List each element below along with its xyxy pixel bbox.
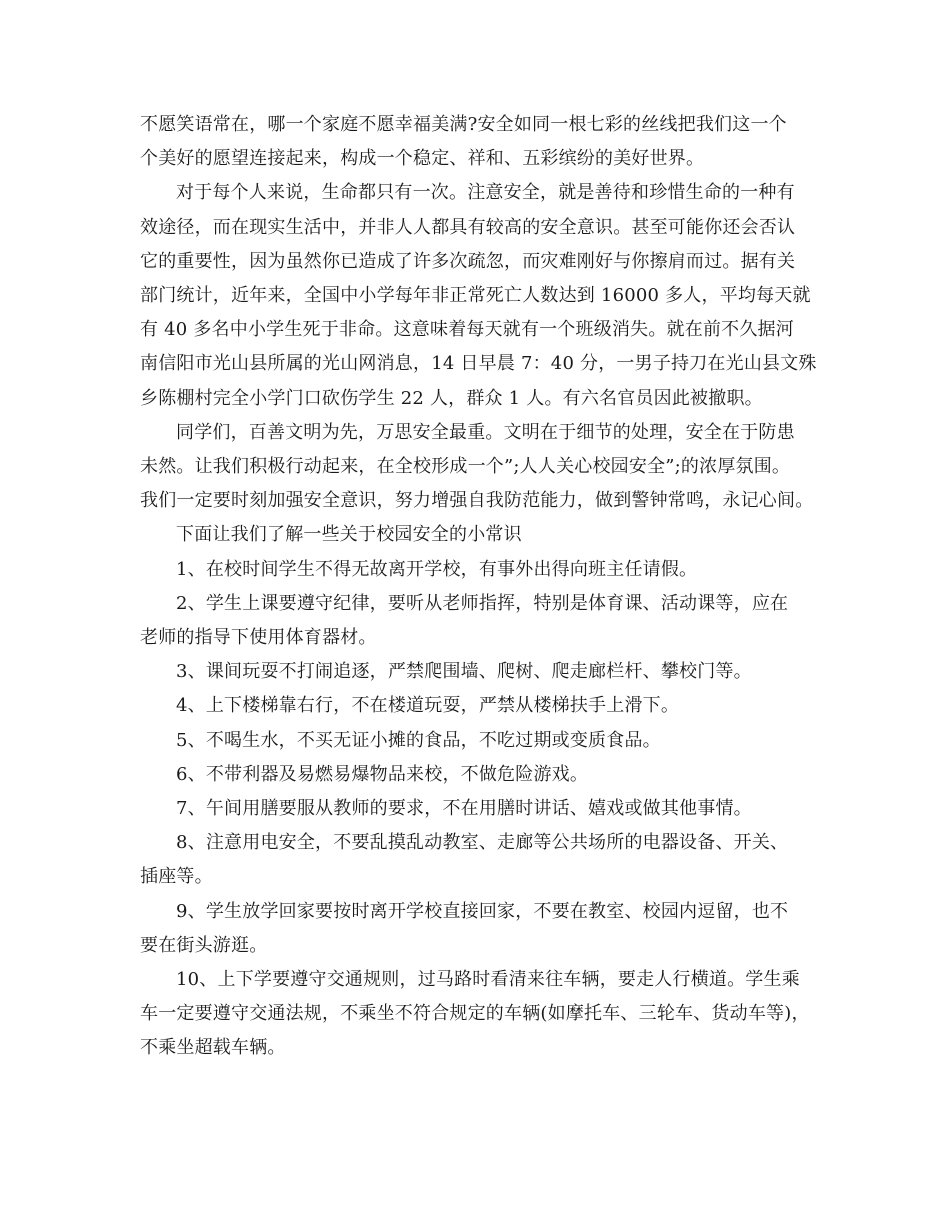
paragraph-p9 [140,724,820,758]
paragraph-p5 [140,553,820,587]
paragraph-p2 [140,176,820,415]
paragraph-p12 [140,826,820,894]
paragraph-p6 [140,587,820,655]
paragraph-line: 8、注意用电安全，不要乱摸乱动教室、走廊等公共场所的电器设备、开关、 [176,832,789,854]
paragraph-line: 有 40 多名中小学生死于非命。这意味着每天就有一个班级消失。就在前不久据河 [140,319,794,341]
paragraph-line: 个美好的愿望连接起来，构成一个稳定、祥和、五彩缤纷的美好世界。 [140,148,705,170]
paragraph-p3 [140,416,820,519]
paragraph-line: 要在街头游逛。 [140,934,268,956]
paragraph-line: 不愿笑语常在，哪一个家庭不愿幸福美满?安全如同一根七彩的丝线把我们这一个 [140,114,787,135]
paragraph-line: 3、课间玩耍不打闹追逐，严禁爬围墙、爬树、爬走廊栏杆、攀校门等。 [176,661,752,683]
paragraph-line: 未然。让我们积极行动起来，在全校形成一个”;人人关心校园安全”;的浓厚氛围。 [140,456,791,478]
paragraph-line: 它的重要性，因为虽然你已造成了许多次疏忽，而灾难刚好与你擦肩而过。据有关 [140,250,796,272]
paragraph-line: 4、上下楼梯靠右行，不在楼道玩耍，严禁从楼梯扶手上滑下。 [176,695,680,717]
paragraph-line: 效途径，而在现实生活中，并非人人都具有较高的安全意识。甚至可能你还会否认 [140,216,796,238]
paragraph-p14 [140,963,820,1066]
paragraph-line: 南信阳市光山县所属的光山网消息，14 日早晨 7：40 分，一男子持刀在光山县文殊 [140,353,817,375]
paragraph-p8 [140,689,820,723]
paragraph-p11 [140,792,820,826]
paragraph-p4 [140,518,820,552]
document-body [140,108,820,1066]
paragraph-line: 7、午间用膳要服从教师的要求，不在用膳时讲话、嬉戏或做其他事情。 [176,798,752,820]
paragraph-line: 我们一定要时刻加强安全意识，努力增强自我防范能力，做到警钟常鸣，永记心间。 [140,490,814,512]
paragraph-line: 2、学生上课要遵守纪律，要听从老师指挥，特别是体育课、活动课等，应在 [176,592,789,614]
paragraph-line: 10、上下学要遵守交通规则，过马路时看清来往车辆，要走人行横道。学生乘 [176,969,800,991]
paragraph-p7 [140,655,820,689]
paragraph-line: 同学们，百善文明为先，万思安全最重。文明在于细节的处理，安全在于防患 [176,421,795,443]
paragraph-p1 [140,108,820,176]
paragraph-p13 [140,895,820,963]
paragraph-line: 插座等。 [140,866,213,888]
paragraph-line: 5、不喝生水，不买无证小摊的食品，不吃过期或变质食品。 [176,729,661,751]
paragraph-line: 车一定要遵守交通法规，不乘坐不符合规定的车辆(如摩托车、三轮车、货动车等)， [140,1003,810,1025]
paragraph-line: 乡陈棚村完全小学门口砍伤学生 22 人，群众 1 人。有六名官员因此被撤职。 [140,387,763,409]
paragraph-line: 下面让我们了解一些关于校园安全的小常识 [176,524,522,546]
paragraph-line: 9、学生放学回家要按时离开学校直接回家，不要在教室、校园内逗留，也不 [176,900,789,922]
paragraph-line: 部门统计，近年来，全国中小学每年非正常死亡人数达到 16000 多人，平均每天就 [140,285,811,307]
paragraph-line: 对于每个人来说，生命都只有一次。注意安全，就是善待和珍惜生命的一种有 [176,182,795,204]
paragraph-line: 6、不带利器及易燃易爆物品来校，不做危险游戏。 [176,763,589,785]
paragraph-p10 [140,758,820,792]
paragraph-line: 老师的指导下使用体育器材。 [140,627,377,649]
paragraph-line: 1、在校时间学生不得无故离开学校，有事外出得向班主任请假。 [176,558,698,580]
paragraph-line: 不乘坐超载车辆。 [140,1037,286,1059]
